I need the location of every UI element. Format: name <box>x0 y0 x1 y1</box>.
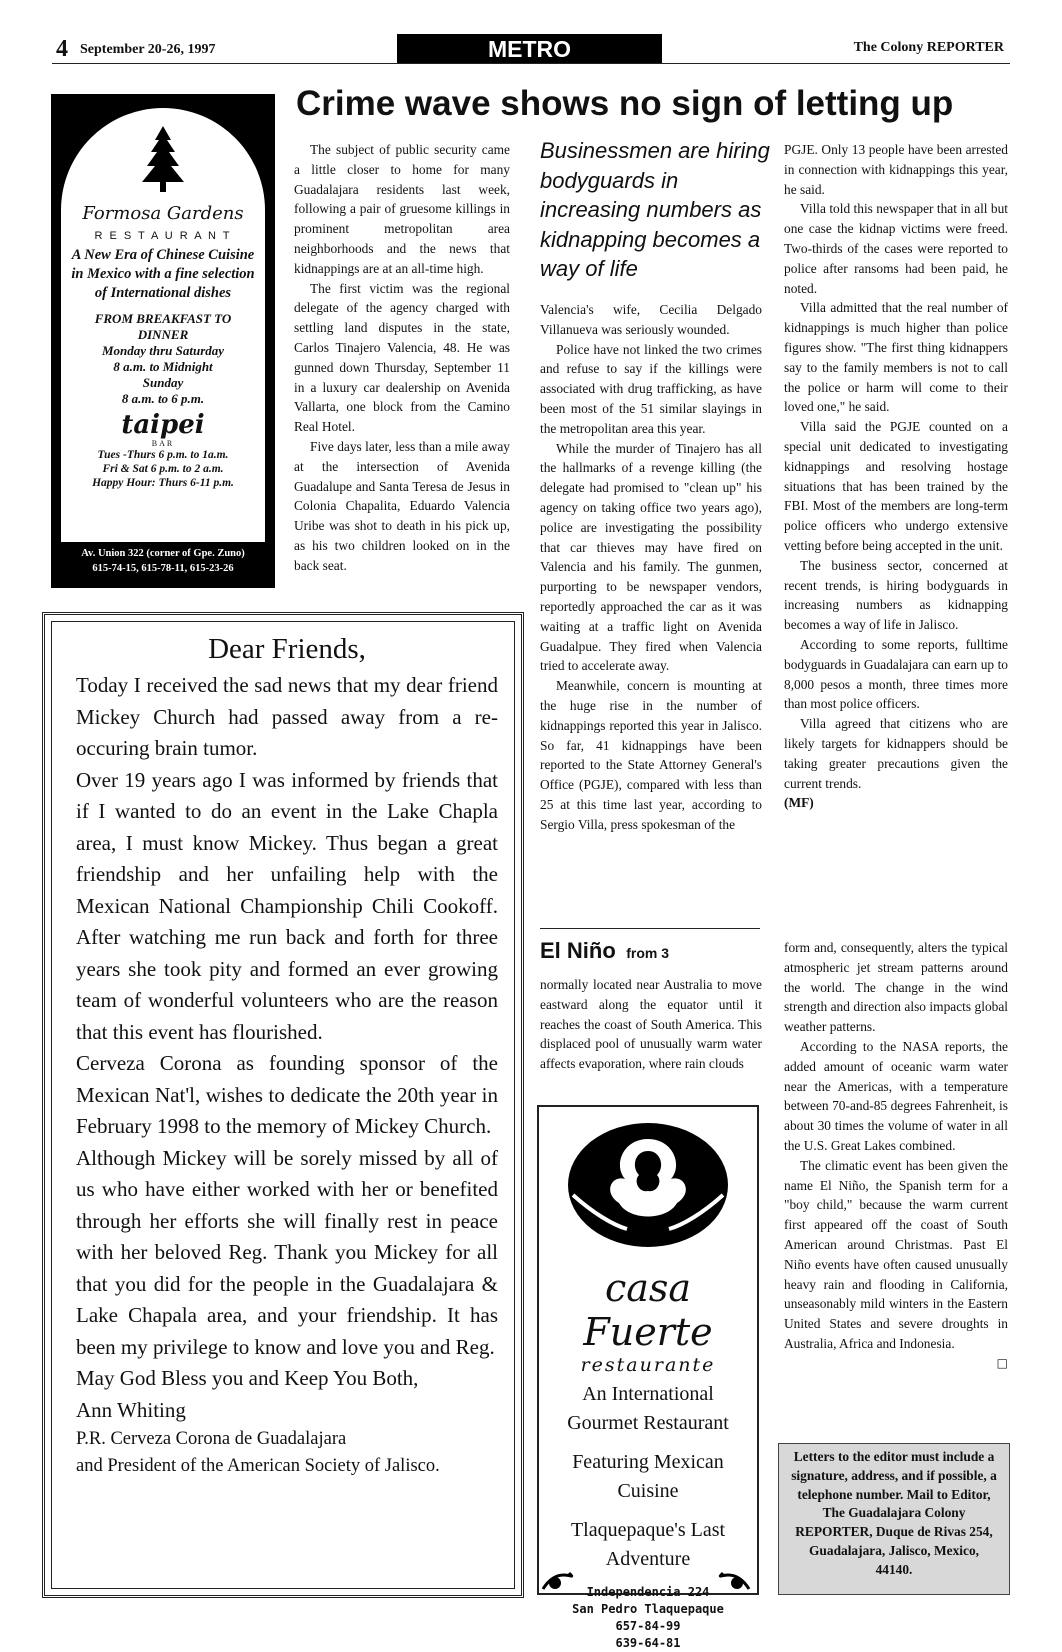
letter-body <box>76 630 498 1480</box>
article-paragraph: Meanwhile, concern is mounting at the huge rise in the number of kidnappings reported this year in Jalisco. So far, 41 kidnappings have been reported to the State Attorney General's Office (PGJE), compared with less than 25 at this time last year, according to Sergio Villa, press spokesman of the <box>540 678 762 832</box>
formosa-phones: 615-74-15, 615-78-11, 615-23-26 <box>92 563 234 574</box>
casa-fuerte-ad <box>537 1105 759 1650</box>
letter-signature: Ann Whiting <box>76 1397 186 1422</box>
letter-paragraph: Cerveza Corona as founding sponsor of the Mexican Nat'l, wishes to dedicate the 20th year in February 1998 to the memory of Mickey Church. <box>76 1051 498 1138</box>
article-paragraph: The first victim was the regional delegate of the agency charged with settling land disputes in the state, Carlos Tinajero Valencia, 48. He was gunned down Thursday, September 11 in a luxury car dealership on Avenida Vallarta, one block from the Camino Real Hotel. <box>294 280 510 435</box>
elnino-paragraph: According to the NASA reports, the added amount of oceanic warm water near the Americas, with a temperature between 70-and-85 degrees Fahrenheit, is about 30 times the volume of water in all the U.S. Great Lakes combined. <box>784 1038 1008 1153</box>
article-paragraph: Villa admitted that the real number of kidnappings is much higher than police figures show. "The first thing kidnappers say to the family members is not to call the police or harm will come to their loved one," he said. <box>784 300 1008 415</box>
rose-vine-icon <box>539 1553 753 1593</box>
casa-fuerte-name: casa Fuerte <box>583 1266 713 1354</box>
casa-line-3: Tlaquepaque's Last Adventure <box>570 1519 726 1570</box>
article-column-2 <box>540 300 762 835</box>
formosa-tagline: A New Era of Chinese Cuisine in Mexico with a fine selection of International dishes <box>71 247 255 301</box>
paper-name: The Colony REPORTER <box>853 40 1004 55</box>
article-paragraph: Villa said the PGJE counted on a special unit dedicated to investigating kidnappings and resolving hostage situations that has been trained by the FBI. Most of the members are long-term police officers who undergo extensive vetting before being accepted in the unit. <box>784 419 1008 553</box>
elnino-title: El Niño <box>540 938 616 963</box>
casa-phone-2: 639-64-81 <box>615 1636 681 1650</box>
page-header-left <box>56 36 215 63</box>
letter-paragraph: Today I received the sad news that my dear friend Mickey Church had passed away from a re-occuring brain tumor. <box>76 673 498 760</box>
article-paragraph: The subject of public security came a little closer to home for many Guadalajara residents last week, following a pair of gruesome killings in prominent metropolitan area neighborhoods and the news that kidnappings are at an all-time high. <box>294 142 510 276</box>
letter-paragraph: Over 19 years ago I was informed by friends that if I wanted to do an event in the Lake Chapla area, I must know Mickey. Thus began a great friendship and her unfailing help with the Mexican National Championship Chili Cookoff. After watching me run back and forth for three years she took pity and formed an ever growing team of wonderful volunteers who are the reason that this event has flourished. <box>76 767 498 1044</box>
memorial-letter-ad <box>42 612 524 1598</box>
formosa-sunday: Sunday <box>142 375 184 390</box>
elnino-paragraph: normally located near Australia to move eastward along the equator until it reaches the coast of South America. This displaced pool of unusually warm water affects evaporation, where rain clouds <box>540 977 762 1072</box>
pagoda-tree-icon <box>140 126 186 194</box>
headline: Crime wave shows no sign of letting up <box>296 84 954 123</box>
casa-line-1: An International Gourmet Restaurant <box>567 1383 729 1434</box>
taipei-bar-label: BAR <box>151 439 175 448</box>
casa-address-2: San Pedro Tlaquepaque <box>572 1602 724 1616</box>
casa-line-2: Featuring Mexican Cuisine <box>572 1451 724 1502</box>
article-column-1 <box>294 140 510 576</box>
letter-title-2: and President of the American Society of Jalisco. <box>76 1456 440 1476</box>
letters-notice: Letters to the editor must include a signature, address, and if possible, a telephone number. Mail to Editor, The Guadalajara Colony REPORTER, Duque de Rivas 254, Guadalajara, Jalisco, Mexico, 44140. <box>791 1449 997 1577</box>
letter-title-1: P.R. Cerveza Corona de Guadalajara <box>76 1429 347 1449</box>
article-paragraph: Villa told this newspaper that in all but one case the kidnap victims were freed. Two-thirds of the cases were reported to police after ransoms had been paid, he noted. <box>784 201 1008 296</box>
happy-hour: Happy Hour: Thurs 6-11 p.m. <box>92 477 234 489</box>
article-paragraph: PGJE. Only 13 people have been arrested in connection with kidnappings this year, he said. <box>784 142 1008 197</box>
elnino-heading <box>540 938 669 964</box>
casa-address-1: Independencia 224 <box>586 1585 710 1599</box>
taipei-logo: taipei <box>121 410 205 440</box>
article-byline: (MF) <box>784 795 814 811</box>
rose-logo-icon <box>563 1117 733 1257</box>
formosa-hours-days: Monday thru Saturday <box>101 343 225 358</box>
letter-paragraph: Although Mickey will be sorely missed by all of us who have either worked with her or benefited through her efforts she will finally rest in peace with her beloved Reg. Thank you Mickey for all that you did for the people in the Guadalajara & Lake Chapala area, and your friendship. It has been my privilege to know and love you and Reg. <box>76 1145 498 1359</box>
formosa-type: R E S T A U R A N T <box>94 230 232 242</box>
formosa-hours-time: 8 a.m. to Midnight <box>113 359 213 374</box>
letter-paragraph: May God Bless you and Keep You Both, <box>76 1366 419 1390</box>
formosa-hours-title: FROM BREAKFAST TO DINNER <box>94 311 232 342</box>
elnino-column-a <box>540 975 762 1074</box>
article-paragraph: Valencia's wife, Cecilia Delgado Villanueva was seriously wounded. <box>540 302 762 337</box>
article-paragraph: According to some reports, fulltime bodyguards in Guadalajara can earn up to 8,000 pesos a month, three times more than most police officers. <box>784 636 1008 712</box>
article-paragraph: The business sector, concerned at recent trends, is hiring bodyguards in increasing numbers as kidnapping becomes a way of life in Jalisco. <box>784 557 1008 633</box>
section-label: METRO <box>397 34 662 64</box>
article-paragraph: While the murder of Tinajero has all the hallmarks of a revenge killing (the delegate had promised to "clean up" his agency on taking office two years ago), police are investigating the possibility that car thieves may have fired on Valencia and his family. The gunmen, purporting to be newspaper vendors, reportedly approached the car as it was waiting at a traffic light on Avenida Guadalpue. They fired when Valencia tried to accelerate away. <box>540 440 762 674</box>
letters-to-editor-box <box>778 1443 1010 1595</box>
formosa-ad <box>51 94 275 588</box>
casa-fuerte-subtitle: restaurante <box>580 1354 716 1376</box>
article-paragraph: Five days later, less than a mile away at the intersection of Avenida Guadalupe and Santa Teresa de Jesus in Colonia Chapalita, Eduardo Valencia Uribe was shot to death in his pick up, as his two children looked on in the back seat. <box>294 438 510 573</box>
formosa-ad-panel <box>61 108 265 542</box>
casa-phone-1: 657-84-99 <box>615 1619 681 1633</box>
letter-greeting: Dear Friends, <box>208 633 366 665</box>
formosa-sunday-time: 8 a.m. to 6 p.m. <box>121 391 205 406</box>
formosa-address: Av. Union 322 (corner of Gpe. Zuno) <box>81 548 245 559</box>
elnino-paragraph: form and, consequently, alters the typical atmospheric jet stream patterns around the world. The change in the wind strength and direction also impacts global weather patterns. <box>784 940 1008 1035</box>
page-number: 4 <box>56 36 68 62</box>
elnino-rule <box>540 928 760 929</box>
article-deck: Businessmen are hiring bodyguards in increasing numbers as kidnapping becomes a way of life <box>540 138 770 281</box>
bar-hours-2: Fri & Sat 6 p.m. to 2 a.m. <box>102 463 224 475</box>
elnino-jump: from 3 <box>626 945 670 961</box>
end-mark-icon: □ <box>996 1355 1008 1370</box>
formosa-name: Formosa Gardens <box>82 203 244 224</box>
elnino-column-b <box>784 938 1008 1374</box>
article-paragraph: Police have not linked the two crimes and refuse to say if the killings were associated with drug trafficking, as have been most of the 51 similar slayings in the metropolitan area this year. <box>540 341 762 436</box>
bar-hours-1: Tues -Thurs 6 p.m. to 1a.m. <box>97 449 229 461</box>
issue-date: September 20-26, 1997 <box>80 42 216 57</box>
elnino-paragraph: The climatic event has been given the name El Niño, the Spanish term for a "boy child," because the warm current first appeared off the coast of South American around Christmas. Past El Niño events have often caused unusually heavy rain and flooding in California, unseasonably mild winters in the Eastern United States and severe droughts in Australia, Africa and Indonesia. <box>784 1157 1008 1351</box>
article-paragraph: Villa agreed that citizens who are likely targets for kidnappers should be taking greater precautions given the current trends. <box>784 716 1008 791</box>
header-rule <box>52 63 1010 64</box>
article-column-3 <box>784 140 1008 813</box>
